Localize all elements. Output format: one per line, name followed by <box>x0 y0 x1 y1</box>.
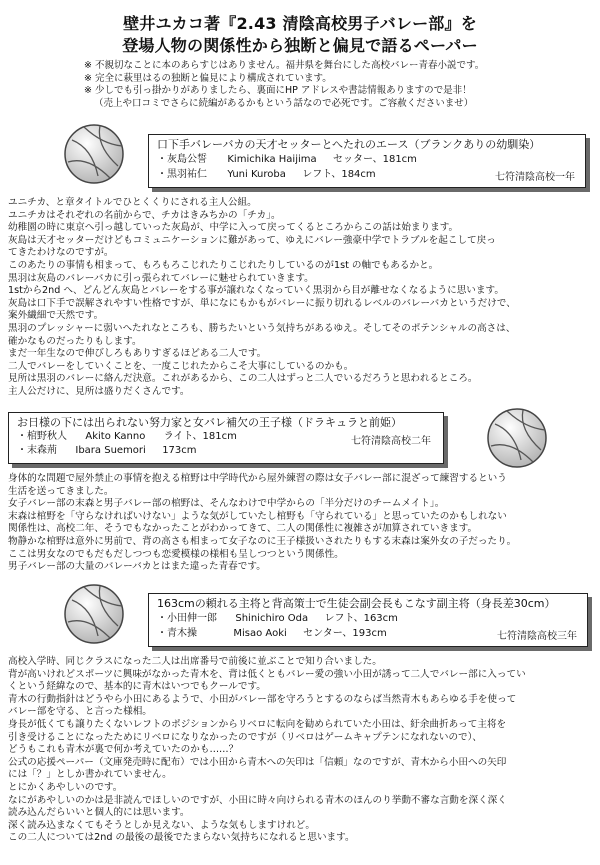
body-line: 公式の応援ペーパー（文庫発売時に配布）では小田から青木への矢印は「信頼」なのですが、青木から小田への矢印 <box>8 756 507 768</box>
character-name: ・末森荊 <box>17 445 57 456</box>
body-line: 引き受けることになったためにリベロになりなかったのですが（リベロはゲームキャプテンになれないので）、 <box>8 731 483 743</box>
character-romaji: Kimichika Haijima <box>227 154 317 165</box>
body-line: 灰島は口下手で誤解されやすい性格ですが、単になにもかもがバレーに振り切れるレベルのバレーバカというだけで、 <box>8 297 516 309</box>
body-line: ユニチカはそれぞれの名前からで、チカはきみちかの「チカ」。 <box>8 209 281 221</box>
pair-headline: 163cmの頼れる主将と背高策士で生徒会副会長もこなす副主将（身長差30cm） <box>157 597 556 610</box>
body-line: とにかくあやしいのです。 <box>8 781 123 793</box>
character-role: ライト、181cm <box>163 431 237 442</box>
character-role: セッター、181cm <box>333 154 417 165</box>
character-entry <box>17 430 237 444</box>
character-romaji: Akito Kanno <box>85 431 146 442</box>
intro-notes <box>84 60 584 110</box>
section-body <box>8 197 594 399</box>
character-box-first-years <box>148 134 586 188</box>
pair-headline: お日様の下には出られない努力家と女バレ補欠の王子様（ドラキュラと前姫） <box>17 416 402 429</box>
body-line: 黒羽のプレッシャーに弱いへたれなところも、勝ちたいという気持ちがあるゆえ。そしてそのポテンシャルの高さは、 <box>8 322 516 334</box>
body-line: 黒羽は灰島のバレーバカに引っ張られてバレーに魅せられていきます。 <box>8 272 314 284</box>
section-body <box>8 656 594 845</box>
volleyball-icon <box>485 406 549 470</box>
character-role: センター、193cm <box>303 628 387 639</box>
body-line: バレー部を守る、と言った様相。 <box>8 706 152 718</box>
character-box-second-years <box>8 412 444 464</box>
character-role: レフト、163cm <box>324 613 398 624</box>
body-line: このあたりの事情も相まって、もろもろこじれたりこじれたりしているのが1st の軸でもあるかと。 <box>8 259 439 271</box>
intro-note: ※ 不親切なことに本のあらすじはありません。福井県を舞台にした高校バレー青春小説です。 <box>84 60 485 71</box>
intro-note: （売上や口コミでさらに続編があるかもという話なので必死です。ご容赦くださいませ） <box>94 97 474 109</box>
body-line: 関係性は、高校二年、そうでもなかったことがわかってきて、二人の関係性に複雑さが加算されていきます。 <box>8 523 478 535</box>
character-romaji: Ibara Suemori <box>75 445 146 456</box>
body-line: 見所は黒羽のバレーに絡んだ決意。これがあるから、この二人はずっと二人でいるだろうと思われるところ。 <box>8 373 478 385</box>
character-entry <box>157 168 376 182</box>
character-name: ・青木操 <box>157 628 197 639</box>
body-line: 男子バレー部の大量のバレーバカとはまた違った青春です。 <box>8 561 266 573</box>
body-line: 青木の行動指針はどうやら小田にあるようで、小田がバレー部を守ろうとするのならば当然青木もあらゆる手を使って <box>8 693 517 705</box>
volleyball-icon <box>62 582 126 646</box>
body-line: ユニチカ、と章タイトルでひとくくりにされる主人公組。 <box>8 197 257 208</box>
page-title-line-2: 登場人物の関係性から独断と偏見で語るペーパー <box>122 36 478 55</box>
character-romaji: Shinichiro Oda <box>235 613 309 624</box>
body-line: 幼稚園の時に東京へ引っ越していった灰島が、中学に入って戻ってくるところからこの話は始まります。 <box>8 222 459 234</box>
character-romaji: Yuni Kuroba <box>227 169 286 180</box>
body-line: 身長が低くても譲りたくないレフトのポジションからリベロに転向を勧められていた小田は、紆余曲折あって主将を <box>8 718 507 730</box>
body-line: まだ一年生なので伸びしろもありすぎるほどある二人です。 <box>8 348 267 360</box>
page-title-line-1: 壁井ユカコ著『2.43 清陰高校男子バレー部』を <box>123 14 477 33</box>
character-entry <box>157 153 417 167</box>
body-line: 1stから2nd へ、どんどん灰島とバレーをする事が譲れなくなっていく黒羽から目が離せなくなるように思います。 <box>8 285 504 297</box>
body-line: どうもこれも青木が裏で何か考えていたのかも……？ <box>8 744 239 756</box>
body-line: 身体的な問題で屋外禁止の事情を抱える棺野は中学時代から屋外練習の際は女子バレー部に混ざって練習するという <box>8 473 507 484</box>
body-line: 確かなものだったりもします。 <box>8 335 142 347</box>
intro-note: ※ 少しでも引っ掛かりがありましたら、裏面にHP アドレスや書誌情報ありますので是非！ <box>84 85 472 96</box>
body-line: 灰島は天才セッターだけどもコミュニケーションに難があって、ゆえにバレー強豪中学でトラブルを起こして戻っ <box>8 234 496 246</box>
body-line: 末森は棺野を「守らなければいけない」ような気がしていたし棺野も「守られている」と思っていたのかもしれない <box>8 510 507 522</box>
body-line: には「？」としか書かれていません。 <box>8 769 172 781</box>
character-name: ・小田伸一郎 <box>157 613 217 624</box>
body-line: この二人については2nd の最後の最後でたまらない気持ちになれると思います。 <box>8 832 355 844</box>
school-affiliation: 七符清陰高校一年 <box>495 172 575 183</box>
body-line: 女子バレー部の末森と男子バレー部の棺野は、そんなわけで中学からの「半分だけのチームメイト」。 <box>8 498 445 510</box>
body-line: 背が高いけれどスポーツに興味がなかった青木を、背は低くともバレー愛の強い小田が誘って二人でバレー部に入ってい <box>8 668 526 680</box>
character-role: 173cm <box>162 445 197 456</box>
body-line: てきたわけなのですが。 <box>8 247 114 259</box>
body-line: 二人でバレーをしていくことを、一度こじれたからこそ大事にしているのかも。 <box>8 360 354 372</box>
body-line: くという経緯なので、基本的に青木はいつでもクールです。 <box>8 681 266 693</box>
character-box-third-years <box>148 593 588 647</box>
school-affiliation: 七符清陰高校三年 <box>497 631 577 642</box>
character-entry <box>157 612 398 626</box>
body-line: 案外繊細で天然です。 <box>8 310 104 322</box>
body-line: なにがあやしいのかは是非読んでほしいのですが、小田に時々向けられる青木のほんのり挙動不審な言動を深く深く <box>8 794 507 806</box>
body-line: 生活を送ってきました。 <box>8 485 114 497</box>
body-line: 物静かな棺野は意外に男前で、背の高さも相まって女子なのに王子様扱いされたりもする末森は案外女の子だったり。 <box>8 535 517 547</box>
pair-headline: 口下手バレーバカの天才セッターとへたれのエース（ブランクありの幼馴染） <box>157 138 541 151</box>
section-body <box>8 473 594 574</box>
body-line: 高校入学時、同じクラスになった二人は出席番号で前後に並ぶことで知り合いました。 <box>8 656 382 667</box>
character-entry <box>17 444 197 458</box>
school-affiliation: 七符清陰高校二年 <box>351 436 431 447</box>
character-entry <box>157 627 387 641</box>
body-line: ここは男女なのでもだもだしつつも恋愛模様の様相も呈しつつという関係性。 <box>8 548 344 560</box>
volleyball-icon <box>62 122 126 186</box>
body-line: 読み込んだらいいと個人的には思います。 <box>8 807 190 819</box>
intro-note: ※ 完全に萩里はるの独断と偏見により構成されています。 <box>84 72 332 84</box>
character-name: ・黒羽祐仁 <box>157 169 207 180</box>
body-line: 主人公だけに、見所は盛りだくさんです。 <box>8 385 190 397</box>
character-name: ・棺野秋人 <box>17 431 67 442</box>
character-role: レフト、184cm <box>302 169 376 180</box>
body-line: 深く読み込まなくてもそうとしか見えない、ような気もしますけれど。 <box>8 819 315 831</box>
character-romaji: Misao Aoki <box>233 628 287 639</box>
character-name: ・灰島公誓 <box>157 154 207 165</box>
